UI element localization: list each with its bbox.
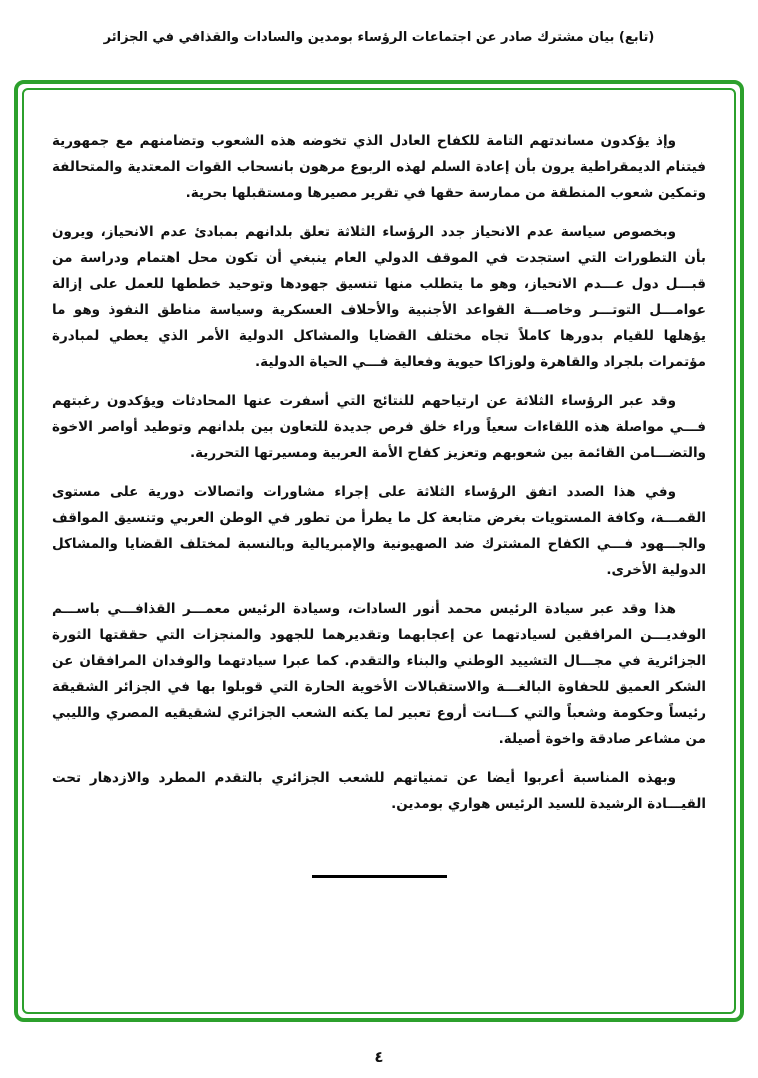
- page-number: ٤: [374, 1048, 384, 1066]
- paragraph-1: وإذ يؤكدون مساندتهم التامة للكفاح العادل الذي تخوضه هذه الشعوب وتضامنهم مع جمهورية فيتنام الديمقراطية يرون بأن إعادة السلم لهذه الربوع مرهون بانسحاب القوات المعتدية والمتحالفة وتمكين شعوب المنطقة من ممارسة حقها في تقرير مصيرها ومستقبلها بحرية.: [52, 133, 706, 201]
- document-body: [24, 90, 734, 878]
- paragraph-4: وفي هذا الصدد اتفق الرؤساء الثلاثة على إجراء مشاورات واتصالات دورية على مستوى القمـــة، وكافة المستويات بغرض متابعة كل ما يطرأ من تطور في الوطن العربي وتنسيق المواقف والجـــهود فـــي الكفاح المشترك ضد الصهيونية والإمبريالية وبالنسبة لمختلف القضايا والمشاكل الدولية الأخرى.: [52, 484, 706, 578]
- paragraph-3: وقد عبر الرؤساء الثلاثة عن ارتياحهم للنتائج التي أسفرت عنها المحادثات ويؤكدون رغبتهم فـــي مواصلة هذه اللقاءات سعياً وراء خلق فرص جديدة للتعاون بين بلدانهم وتوطيد أواصر الاخوة والتضـــامن القائمة بين شعوبهم وتعزيز كفاح الأمة العربية ومسيرتها التحررية.: [52, 393, 706, 461]
- paragraph-6: وبهذه المناسبة أعربوا أيضا عن تمنياتهم للشعب الجزائري بالتقدم المطرد والازدهار تحت القيـــادة الرشيدة للسيد الرئيس هواري بومدين.: [52, 770, 706, 812]
- green-double-border-frame: [14, 80, 744, 1022]
- paragraph-5: هذا وقد عبر سيادة الرئيس محمد أنور السادات، وسيادة الرئيس معمـــر القذافـــي باســـم الوفديـــن المرافقين لسيادتهما عن إعجابهما وتقديرهما للجهود والمنجزات التي حققتها الثورة الجزائرية في مجـــال التشييد الوطني والبناء والتقدم. كما عبرا سيادتهما والوفدان المرافقان عن الشكر العميق للحفاوة البالغـــة والاستقبالات الأخوية الحارة التي قوبلوا بها في الجزائر الشقيقة رئيساً وحكومة وشعباً والتي كـــانت أروع تعبير لما يكنه الشعب الجزائري لشقيقيه المصري والليبي من مشاعر صادقة واخوة أصيلة.: [52, 601, 706, 747]
- end-divider-line: [312, 875, 447, 878]
- paragraph-2: وبخصوص سياسة عدم الانحياز جدد الرؤساء الثلاثة تعلق بلدانهم بمبادئ عدم الانحياز، ويرون بأن التطورات التي استجدت في الموقف الدولي العام ينبغي أن تكون محل اهتمام ودراسة من قبـــل دول عـــدم الانحياز، وهو ما يتطلب منها تنسيق جهودها وتوحيد خططها للعمل على إزالة عوامـــل التوتـــر وخاصـــة القواعد الأجنبية والأحلاف العسكرية وسياسة مناطق النفوذ وهو ما يؤهلها للقيام بدورها كاملاً تجاه مختلف القضايا والمشاكل الدولية الأمر الذي يعطي لمبادرة مؤتمرات بلجراد والقاهرة ولوزاكا حيوية وفعالية فـــي الحياة الدولية.: [52, 224, 706, 370]
- document-header-title: (تابع) بيان مشترك صادر عن اجتماعات الرؤساء بومدين والسادات والقذافي في الجزائر: [103, 30, 655, 45]
- green-border-inner-line: [22, 88, 736, 1014]
